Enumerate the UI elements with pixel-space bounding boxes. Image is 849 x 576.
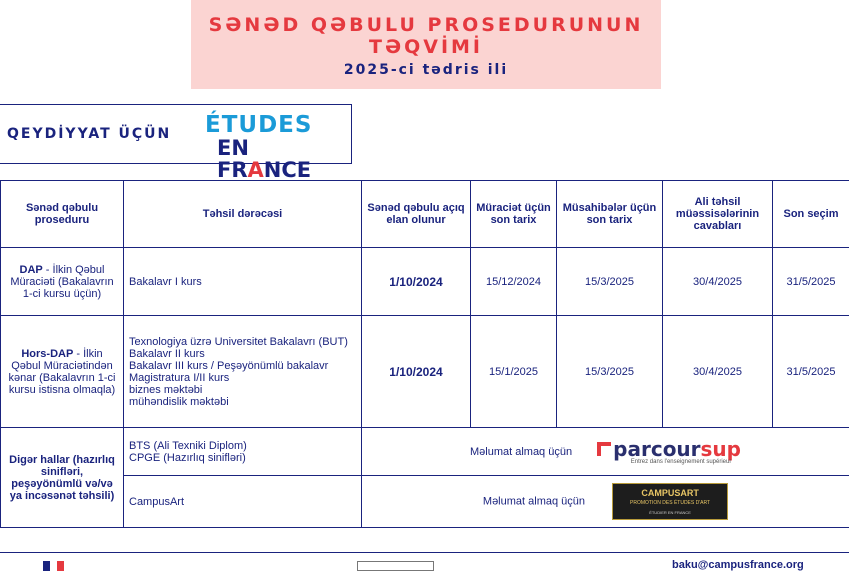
header-cell: Son seçim [773,181,849,248]
french-flag-icon [43,558,65,568]
registration-box [0,104,352,164]
info-cell [362,476,849,528]
info-cell [362,428,849,476]
header-cell: Müsahibələr üçün son tarix [557,181,663,248]
header-cell: Sənəd qəbulu proseduru [1,181,124,248]
degree-cell: BTS (Ali Texniki Diplom) CPGE (Hazırlıq sinifləri) [124,428,362,476]
procedure-cell: Digər hallar (hazırlıq sinifləri, peşəyönümlü və/və ya incəsənət təhsili) [1,428,124,528]
deadline-cell: 15/1/2025 [471,316,557,428]
deadline-cell: 15/12/2024 [471,248,557,316]
header-cell: Ali təhsil müəssisələrinin cavabları [663,181,773,248]
degree-cell: CampusArt [124,476,362,528]
final-cell: 31/5/2025 [773,248,849,316]
header-cell: Müraciət üçün son tarix [471,181,557,248]
table-row [1,316,849,428]
footer-divider [0,552,849,553]
header-cell: Sənəd qəbulu açıq elan olunur [362,181,471,248]
degree-cell: Texnologiya üzrə Universitet Bakalavrı (BUT) Bakalavr II kurs Bakalavr III kurs / Peşəyönümlü bakalavr Magistratura I/II kurs biznes məktəbi mühəndislik məktəbi [124,316,362,428]
footer-logo-box [357,561,434,571]
campusart-logo[interactable]: CAMPUSART PROMOTION DES ÉTUDES D'ART ÉTUDIER EN FRANCE [612,483,728,520]
degree-cell: Bakalavr I kurs [124,248,362,316]
table-row [1,428,849,476]
answers-cell: 30/4/2025 [663,248,773,316]
table-header-row [1,181,849,248]
interview-cell: 15/3/2025 [557,316,663,428]
final-cell: 31/5/2025 [773,316,849,428]
procedure-cell: Hors-DAP - İlkin Qəbul Müraciətindən kənar (Bakalavrın 1-ci kursu istisna olmaqla) [1,316,124,428]
logo-line2: EN FRANCE [217,137,345,181]
page-title: SƏNƏD QƏBULU PROSEDURUNUN TƏQVİMİ [191,14,661,58]
footer-email[interactable]: baku@campusfrance.org [672,559,804,571]
info-label: Məlumat almaq üçün [470,445,572,457]
parcoursup-logo[interactable]: parcoursup Entrez dans l'enseignement supérieur [597,439,741,465]
open-date-cell: 1/10/2024 [362,316,471,428]
interview-cell: 15/3/2025 [557,248,663,316]
title-banner [191,0,661,89]
table-row [1,248,849,316]
page-subtitle: 2025-ci tədris ili [191,62,661,78]
table-row [1,476,849,528]
info-label: Məlumat almaq üçün [483,495,585,507]
registration-label: QEYDİYYAT ÜÇÜN [7,126,171,142]
header-cell: Təhsil dərəcəsi [124,181,362,248]
logo-line1: ÉTUDES [205,113,312,137]
open-date-cell: 1/10/2024 [362,248,471,316]
procedure-cell: DAP - İlkin Qəbul Müraciəti (Bakalavrın 1-ci kursu üçün) [1,248,124,316]
answers-cell: 30/4/2025 [663,316,773,428]
calendar-table [0,180,849,528]
parcoursup-mark-icon [597,442,611,456]
etudes-en-france-logo[interactable] [205,113,345,161]
